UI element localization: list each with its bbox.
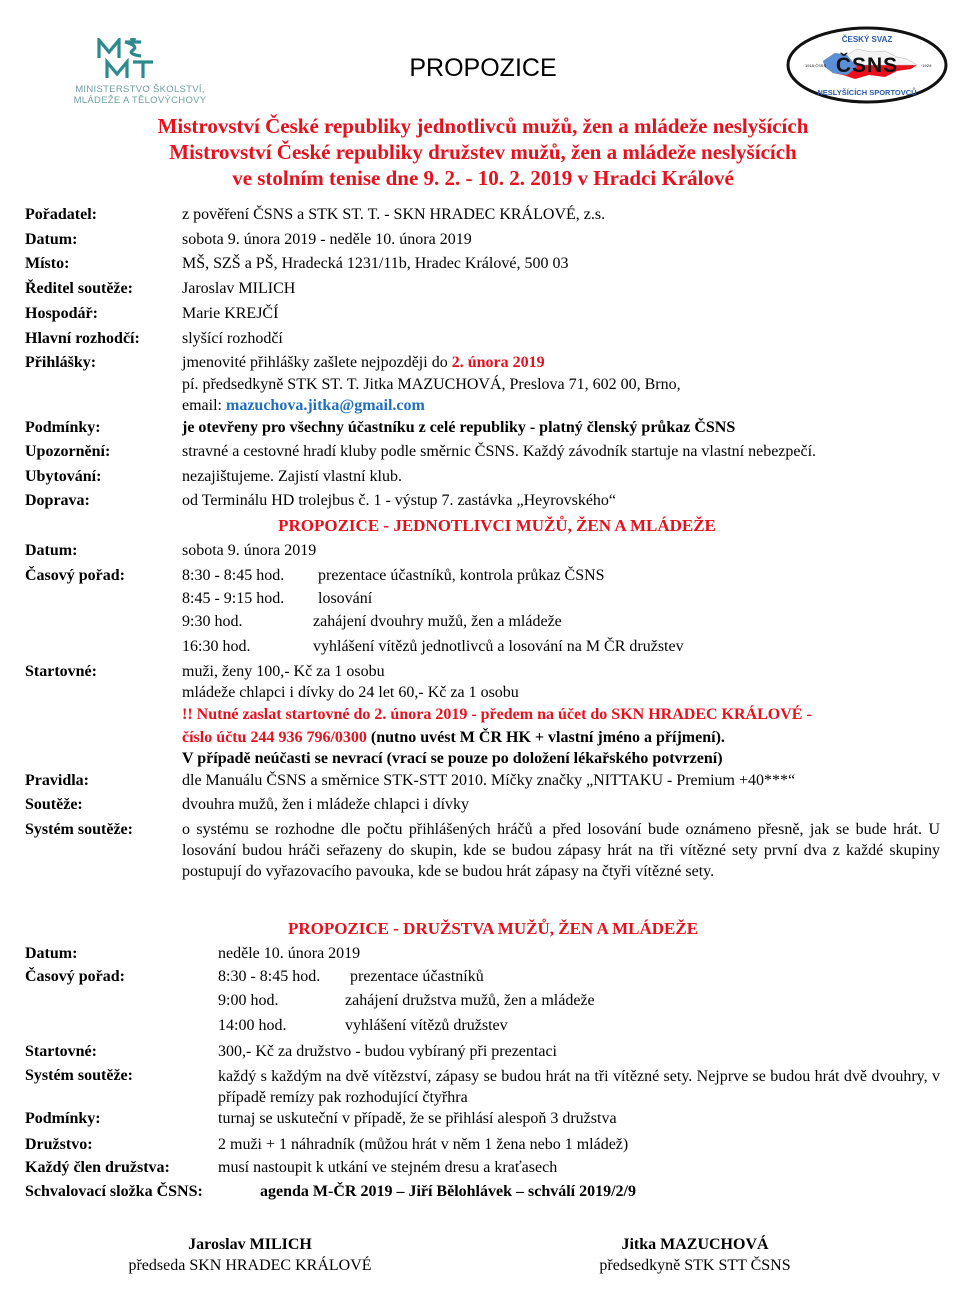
value-souteze: dvouhra mužů, žen i mládeže chlapci i dívky bbox=[182, 796, 470, 813]
label-upozorneni: Upozornění: bbox=[25, 443, 111, 460]
prihlasky-deadline: 2. února 2019 bbox=[451, 354, 545, 371]
label-singles-system: Systém soutěže: bbox=[25, 821, 133, 838]
msmt-line2: MLÁDEŽE A TĚLOVÝCHOVY bbox=[73, 95, 207, 106]
email-label: email: bbox=[182, 397, 226, 414]
singles-heading: PROPOZICE - JEDNOTLIVCI MUŽŮ, ŽEN A MLÁDEŽE bbox=[278, 516, 716, 535]
signature-right bbox=[545, 1236, 845, 1275]
value-schvaleni: agenda M-ČR 2019 – Jiří Bělohlávek – schválí 2019/2/9 bbox=[260, 1183, 636, 1200]
value-upozorneni: stravné a cestovné hradí kluby podle směrnic ČSNS. Každý závodník startuje na vlastní nebezpečí. bbox=[182, 443, 817, 460]
value-prihlasky-line2: pí. předsedkyně STK ST. T. Jitka MAZUCHOVÁ, Preslova 71, 602 00, Brno, bbox=[182, 376, 681, 393]
value-teams-datum: neděle 10. února 2019 bbox=[218, 945, 361, 962]
schedule-time: 9:00 hod. bbox=[218, 992, 279, 1009]
label-doprava: Doprava: bbox=[25, 492, 90, 509]
label-singles-schedule: Časový pořad: bbox=[25, 567, 126, 584]
label-prihlasky: Přihlášky: bbox=[25, 354, 97, 371]
signature-name: Jaroslav MILICH bbox=[188, 1236, 312, 1253]
schedule-event: zahájení dvouhry mužů, žen a mládeže bbox=[313, 613, 562, 630]
startovne-refund: V případě neúčasti se nevrací (vrací se pouze po doložení lékařského potvrzení) bbox=[182, 750, 723, 767]
email-link[interactable]: mazuchova.jitka@gmail.com bbox=[225, 397, 425, 414]
schedule-time: 16:30 hod. bbox=[182, 638, 251, 655]
label-podminky: Podmínky: bbox=[25, 419, 101, 436]
value-teams-podminky: turnaj se uskuteční v případě, že se přihlásí alespoň 3 družstva bbox=[218, 1110, 617, 1127]
value-singles-datum: sobota 9. února 2019 bbox=[182, 542, 317, 559]
value-poradatel: z pověření ČSNS a STK ST. T. - SKN HRADEC KRÁLOVÉ, z.s. bbox=[182, 206, 606, 223]
label-reditel: Ředitel soutěže: bbox=[25, 280, 133, 297]
value-rozhodci: slyšící rozhodčí bbox=[182, 330, 283, 347]
schedule-event: zahájení družstva mužů, žen a mládeže bbox=[345, 992, 595, 1009]
page-title: PROPOZICE bbox=[409, 54, 557, 82]
label-teams-podminky: Podmínky: bbox=[25, 1110, 101, 1127]
value-hospodar: Marie KREJČÍ bbox=[182, 305, 279, 322]
label-schvaleni: Schvalovací složka ČSNS: bbox=[25, 1183, 203, 1200]
svg-text:NESLYŠÍCÍCH SPORTOVCŮ: NESLYŠÍCÍCH SPORTOVCŮ bbox=[817, 88, 917, 97]
value-misto: MŠ, SZŠ a PŠ, Hradecká 1231/11b, Hradec Králové, 500 03 bbox=[182, 255, 569, 272]
value-teams-startovne: 300,- Kč za družstvo - budou vybíraný při prezentaci bbox=[218, 1043, 557, 1060]
svg-text:·1924·: ·1924· bbox=[921, 63, 933, 68]
schedule-time: 14:00 hod. bbox=[218, 1017, 287, 1034]
value-reditel: Jaroslav MILICH bbox=[182, 280, 296, 297]
label-datum: Datum: bbox=[25, 231, 78, 248]
label-druzstvo: Družstvo: bbox=[25, 1136, 93, 1153]
schedule-time: 8:30 - 8:45 hod. bbox=[218, 968, 321, 985]
svg-text:ČESKÝ SVAZ: ČESKÝ SVAZ bbox=[841, 35, 893, 44]
label-pravidla: Pravidla: bbox=[25, 772, 89, 789]
value-clen: musí nastoupit k utkání ve stejném dresu a kraťasech bbox=[218, 1159, 558, 1176]
headline bbox=[0, 113, 966, 191]
prihlasky-text: jmenovité přihlášky zašlete nejpozději do bbox=[182, 354, 452, 371]
value-prihlasky-line1 bbox=[182, 354, 545, 372]
label-teams-startovne: Startovné: bbox=[25, 1043, 97, 1060]
label-poradatel: Pořadatel: bbox=[25, 206, 97, 223]
svg-text:1918·ČSSS: 1918·ČSSS bbox=[805, 63, 827, 68]
signature-left bbox=[100, 1236, 400, 1275]
value-teams-system: každý s každým na dvě vítězství, zápasy se budou hrát na tři vítězné sety. Nejprve se budou hrát dvě dvouhry, v případě remízy pak rozhodující čtyřhra bbox=[218, 1068, 940, 1106]
headline-line1: Mistrovství České republiky jednotlivců mužů, žen a mládeže neslyšících bbox=[157, 114, 809, 138]
value-doprava: od Terminálu HD trolejbus č. 1 - výstup 7. zastávka „Heyrovského“ bbox=[182, 492, 617, 509]
startovne-line2: mládeže chlapci i dívky do 24 let 60,- Kč za 1 osobu bbox=[182, 684, 519, 701]
headline-line2: Mistrovství České republiky družstev mužů, žen a mládeže neslyšících bbox=[169, 140, 797, 164]
schedule-event: vyhlášení vítězů družstev bbox=[345, 1017, 508, 1034]
startovne-line1: muži, ženy 100,- Kč za 1 osobu bbox=[182, 663, 385, 680]
schedule-event: prezentace účastníků bbox=[350, 968, 484, 985]
label-misto: Místo: bbox=[25, 255, 70, 272]
value-pravidla: dle Manuálu ČSNS a směrnice STK-STT 2010. Míčky značky „NITTAKU - Premium +40***“ bbox=[182, 772, 796, 789]
value-prihlasky-line3 bbox=[182, 397, 425, 415]
schedule-event: prezentace účastníků, kontrola průkaz ČSNS bbox=[318, 567, 605, 584]
signature-role: předsedkyně STK STT ČSNS bbox=[599, 1257, 791, 1274]
label-singles-datum: Datum: bbox=[25, 542, 78, 559]
signature-role: předseda SKN HRADEC KRÁLOVÉ bbox=[128, 1257, 372, 1274]
csns-logo-icon bbox=[785, 25, 950, 105]
teams-heading: PROPOZICE - DRUŽSTVA MUŽŮ, ŽEN A MLÁDEŽE bbox=[287, 919, 699, 938]
label-rozhodci: Hlavní rozhodčí: bbox=[25, 330, 140, 347]
label-singles-startovne: Startovné: bbox=[25, 663, 97, 680]
schedule-time: 9:30 hod. bbox=[182, 613, 243, 630]
label-teams-schedule: Časový pořad: bbox=[25, 968, 126, 985]
value-druzstvo: 2 muži + 1 náhradník (můžou hrát v něm 1 žena nebo 1 mládež) bbox=[218, 1136, 629, 1153]
schedule-event: vyhlášení vítězů jednotlivců a losování na M ČR družstev bbox=[313, 638, 684, 655]
msmt-line1: MINISTERSTVO ŠKOLSTVÍ, bbox=[75, 84, 205, 95]
value-podminky: je otevřeny pro všechny účastníku z celé republiky - platný členský průkaz ČSNS bbox=[182, 419, 736, 436]
schedule-event: losování bbox=[318, 590, 373, 607]
account-number: číslo účtu 244 936 796/0300 bbox=[182, 729, 367, 746]
value-singles-system: o systému se rozhodne dle počtu přihlášených hráčů a před losování bude oznámeno přesně, jak se bude hrát. U losování budou hráči seřazeny do skupin, kde se budou zápasy hrát na tři vítězné sety první dva z každé skupiny postupují do vyřazovacího pavouka, kde se budou hrát zápasy na čtyři vítězné sety. bbox=[182, 821, 940, 880]
headline-line3: ve stolním tenise dne 9. 2. - 10. 2. 2019 v Hradci Králové bbox=[232, 166, 734, 190]
schedule-time: 8:45 - 9:15 hod. bbox=[182, 590, 285, 607]
startovne-account bbox=[182, 729, 725, 747]
signature-name: Jitka MAZUCHOVÁ bbox=[621, 1236, 769, 1253]
label-souteze: Soutěže: bbox=[25, 796, 83, 813]
schedule-time: 8:30 - 8:45 hod. bbox=[182, 567, 285, 584]
label-teams-system: Systém soutěže: bbox=[25, 1067, 133, 1084]
account-note: (nutno uvést M ČR HK + vlastní jméno a příjmení). bbox=[366, 729, 725, 746]
value-datum: sobota 9. února 2019 - neděle 10. února 2019 bbox=[182, 231, 472, 248]
label-hospodar: Hospodář: bbox=[25, 305, 98, 322]
label-clen: Každý člen družstva: bbox=[25, 1159, 170, 1176]
svg-text:ČSNS: ČSNS bbox=[835, 54, 899, 77]
label-ubytovani: Ubytování: bbox=[25, 468, 102, 485]
label-teams-datum: Datum: bbox=[25, 945, 78, 962]
startovne-warning: !! Nutné zaslat startovné do 2. února 2019 - předem na účet do SKN HRADEC KRÁLOVÉ - bbox=[182, 706, 812, 723]
csns-logo bbox=[785, 25, 950, 105]
value-ubytovani: nezajištujeme. Zajistí vlastní klub. bbox=[182, 468, 402, 485]
